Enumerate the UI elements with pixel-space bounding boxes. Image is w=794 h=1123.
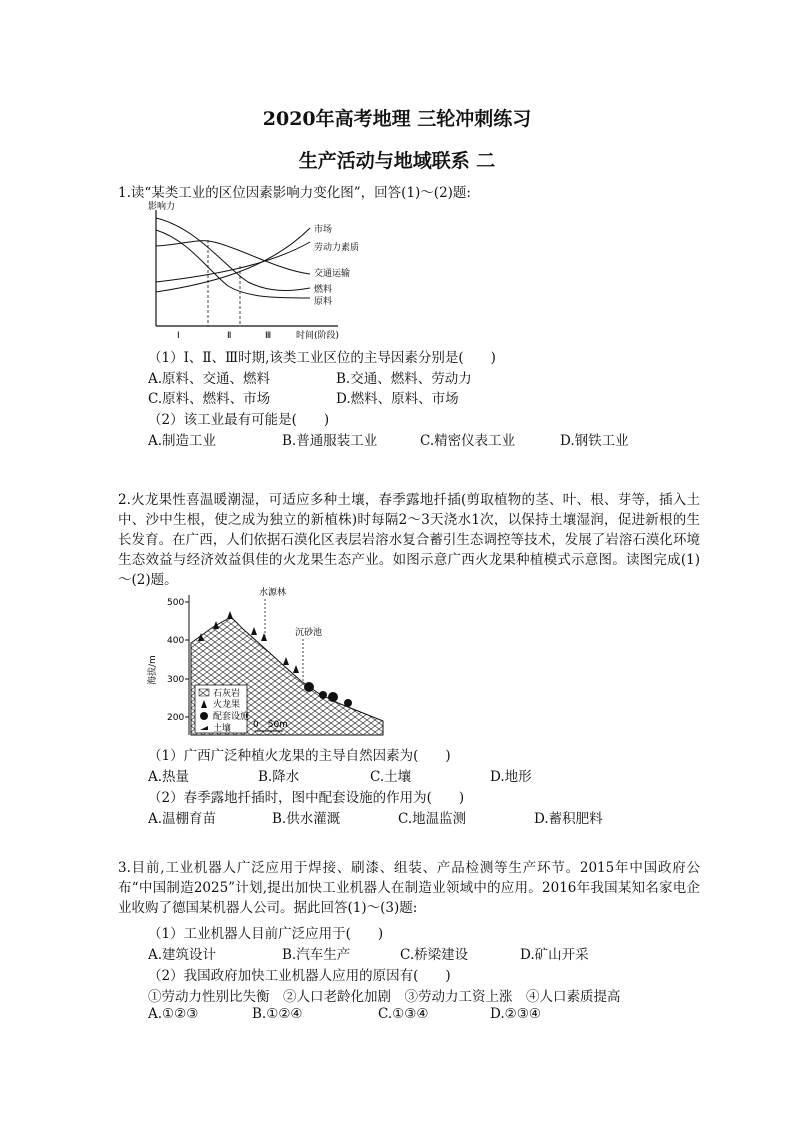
legend-facility: 配套设施 bbox=[213, 712, 250, 722]
x-tick-3: Ⅲ bbox=[265, 331, 272, 340]
label-sediment-pool: 沉砂池 bbox=[295, 628, 323, 638]
y-tick-400: 400 bbox=[167, 636, 185, 646]
y-tick-500: 500 bbox=[167, 598, 185, 608]
page-title: 2020年高考地理 三轮冲刺练习 bbox=[262, 108, 532, 130]
series-transport-line bbox=[156, 241, 310, 274]
q3-sub1-option-a[interactable]: A.建筑设计 bbox=[148, 947, 217, 963]
x-axis-label: 时间(阶段) bbox=[296, 331, 340, 340]
x-tick-2: Ⅱ bbox=[227, 331, 232, 340]
legend-soil: 土壤 bbox=[213, 724, 232, 734]
q2-sub2-option-d[interactable]: D.蓄积肥料 bbox=[534, 811, 603, 827]
q1-sub2-option-d[interactable]: D.钢铁工业 bbox=[560, 433, 629, 449]
q3-sub2-statements: ①劳动力性别比失衡 ②人口老龄化加剧 ③劳动力工资上涨 ④人口素质提高 bbox=[148, 989, 621, 1005]
q1-sub2-option-a[interactable]: A.制造工业 bbox=[148, 433, 217, 449]
q2-sub1-option-c[interactable]: C.土壤 bbox=[370, 769, 412, 785]
q1-sub1-option-b[interactable]: B.交通、燃料、劳动力 bbox=[336, 371, 472, 387]
q1-sub1-option-a[interactable]: A.原料、交通、燃料 bbox=[148, 371, 271, 387]
q2-sub1-option-d[interactable]: D.地形 bbox=[490, 769, 532, 785]
q1-sub1-option-c[interactable]: C.原料、燃料、市场 bbox=[148, 391, 271, 407]
y-tick-200: 200 bbox=[167, 713, 185, 723]
q1-sub2-option-c[interactable]: C.精密仪表工业 bbox=[420, 433, 516, 449]
q2-sub2-option-b[interactable]: B.供水灌溉 bbox=[272, 811, 341, 827]
q1-sub1-option-d[interactable]: D.燃料、原料、市场 bbox=[336, 391, 459, 407]
q3-sub1: （1）工业机器人目前广泛应用于( ) bbox=[148, 926, 384, 942]
legend-labor: 劳动力素质 bbox=[314, 243, 360, 253]
y-axis-label: 海拔/m bbox=[148, 655, 158, 685]
q2-diagram bbox=[143, 585, 393, 740]
q2-sub2-option-c[interactable]: C.地温监测 bbox=[398, 811, 467, 827]
label-water-forest: 水源林 bbox=[259, 588, 287, 598]
q2-paragraph: 2.火龙果性喜温暖潮湿，可适应多种土壤，春季露地扦插(剪取植物的茎、叶、根、芽等，插入土中、沙中生根，使之成为独立的新植株)时每隔2～3天浇水1次，以保持土壤湿润，促进新根的生长发育。在广西，人们依据石漠化区表层岩溶水复合蓄引生态调控等技术，发展了岩溶石漠化环境生态效益与经济效益俱佳的火龙果生态产业。如图示意广西火龙果种植模式示意图。读图完成(1)～(2)题。 bbox=[118, 492, 700, 588]
q3-sub1-option-c[interactable]: C.桥梁建设 bbox=[400, 947, 469, 963]
legend-market: 市场 bbox=[314, 225, 333, 235]
q3-sub2-option-c[interactable]: C.①③④ bbox=[378, 1006, 429, 1022]
q1-sub2-option-b[interactable]: B.普通服装工业 bbox=[282, 433, 378, 449]
q1-stem: 1.读“某类工业的区位因素影响力变化图”，回答(1)～(2)题: bbox=[118, 185, 471, 201]
q3-sub2-option-a[interactable]: A.①②③ bbox=[148, 1006, 199, 1022]
series-fuel-line bbox=[156, 218, 310, 290]
q1-sub2: （2）该工业最有可能是( ) bbox=[148, 412, 330, 428]
series-market-line bbox=[156, 228, 310, 292]
legend-dragon-fruit: 火龙果 bbox=[213, 700, 241, 710]
legend-raw: 原料 bbox=[314, 297, 333, 307]
q3-paragraph: 3.目前,工业机器人广泛应用于焊接、刷漆、组装、产品检测等生产环节。2015年中国政府公布“中国制造2025”计划,提出加快工业机器人在制造业领域中的应用。2016年我国某知名家电企业收购了德国某机器人公司。据此回答(1)～(3)题: bbox=[118, 860, 700, 916]
scale-label: 0 50m bbox=[253, 720, 288, 730]
x-tick-1: Ⅰ bbox=[177, 331, 180, 340]
y-tick-300: 300 bbox=[167, 675, 185, 685]
q3-sub1-option-d[interactable]: D.矿山开采 bbox=[520, 947, 589, 963]
q2-sub1-option-b[interactable]: B.降水 bbox=[258, 769, 300, 785]
q3-sub2-option-b[interactable]: B.①②④ bbox=[252, 1006, 303, 1022]
q2-sub1-option-a[interactable]: A.热量 bbox=[148, 769, 190, 785]
page-subtitle: 生产活动与地域联系 二 bbox=[298, 150, 496, 172]
q3-sub2: （2）我国政府加快工业机器人应用的原因有( ) bbox=[148, 968, 451, 984]
legend-fuel: 燃料 bbox=[314, 285, 333, 295]
q1-sub1: （1）Ⅰ、Ⅱ、Ⅲ时期,该类工业区位的主导因素分别是( ) bbox=[148, 350, 496, 366]
y-axis-label: 影响力 bbox=[148, 202, 176, 212]
q2-sub2: （2）春季露地扦插时，图中配套设施的作用为( ) bbox=[148, 790, 465, 806]
legend-transport: 交通运输 bbox=[314, 269, 351, 279]
q3-sub1-option-b[interactable]: B.汽车生产 bbox=[282, 947, 351, 963]
q3-sub2-option-d[interactable]: D.②③④ bbox=[490, 1006, 541, 1022]
q2-sub2-option-a[interactable]: A.温棚育苗 bbox=[148, 811, 217, 827]
legend-limestone: 石灰岩 bbox=[213, 689, 241, 699]
q2-sub1: （1）广西广泛种植火龙果的主导自然因素为( ) bbox=[148, 748, 451, 764]
q1-chart bbox=[148, 200, 378, 340]
